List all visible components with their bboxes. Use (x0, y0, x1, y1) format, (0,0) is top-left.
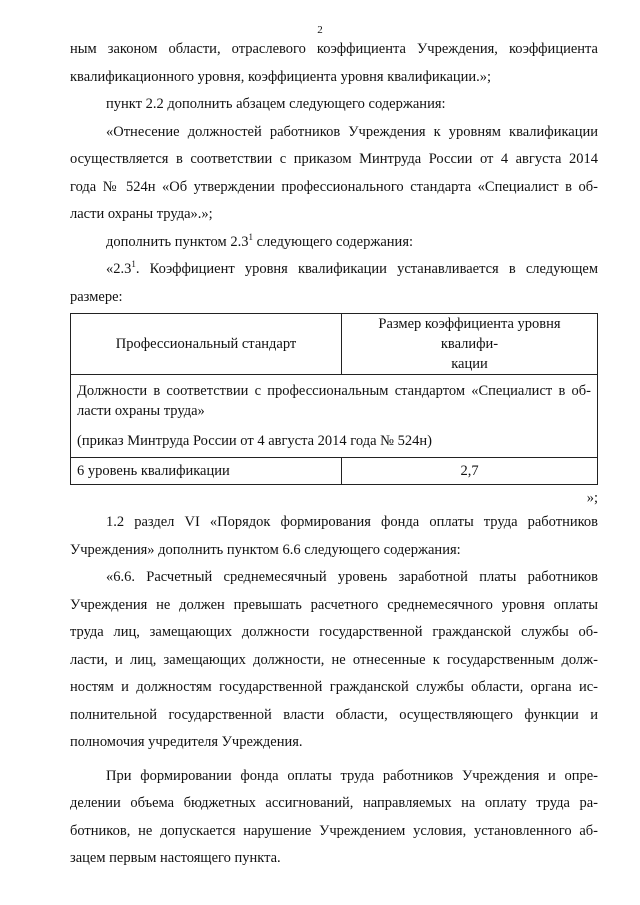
paragraph-7 (70, 564, 598, 757)
text-fragment: . Коэффициент уровня квалификации устанавливается в следующем (135, 261, 598, 277)
table-row (71, 375, 598, 458)
text-line: делении объема бюджетных ассигнований, направляемых на оплату труда ра- (70, 795, 598, 811)
table-header-cell (71, 314, 342, 375)
paragraph-2 (70, 91, 598, 119)
text-fragment: дополнить пунктом 2.3 (106, 233, 249, 250)
paragraph-6 (70, 509, 598, 564)
coefficient-value: 2,7 (460, 463, 479, 479)
group-title-cont: ласти охраны труда» (77, 403, 205, 419)
paragraph-3 (70, 119, 598, 229)
closing-quote: »; (586, 490, 598, 506)
text-line: полнительной государственной власти области, осуществляющего функции и (70, 706, 598, 723)
table-row (71, 458, 598, 485)
table-cell (71, 458, 342, 485)
paragraph-8 (70, 763, 598, 873)
text-line: полномочия учредителя Учреждения. (70, 734, 303, 750)
text-line: Учреждения не должен превышать расчетного среднемесячного уровня оплаты (70, 596, 598, 613)
table-cell (342, 458, 598, 485)
text-line: ботников, не допускается нарушение Учреждением условия, установленного аб- (70, 822, 598, 839)
qualification-table (70, 313, 598, 485)
text-line: труда лиц, замещающих должности государственной гражданской службы об- (70, 624, 598, 640)
text-line: ласти, и лиц, замещающих должности, не отнесенные к государственным долж- (70, 651, 598, 668)
superscript: 1 (248, 231, 253, 242)
text-line: квалификационного уровня, коэффициента уровня квалификации.»; (70, 68, 492, 85)
qualification-level: 6 уровень квалификации (77, 463, 230, 479)
table-header-cell (342, 314, 598, 375)
header-standard: Профессиональный стандарт (115, 336, 297, 352)
text-line: зацем первым настоящего пункта. (70, 850, 281, 866)
text-line: При формировании фонда оплаты труда работников Учреждения и опре- (106, 767, 598, 784)
table-group-cell (71, 375, 598, 458)
text-line (70, 229, 598, 257)
text-line: ным законом области, отраслевого коэффициента Учреждения, коэффициента (70, 41, 598, 57)
header-coefficient-cont: кации (451, 356, 488, 372)
text-line: «Отнесение должностей работников Учреждения к уровням квалификации (106, 123, 598, 140)
text-line: «6.6. Расчетный среднемесячный уровень заработной платы работников (106, 569, 598, 585)
group-title: Должности в соответствии с профессиональным стандартом «Специалист в об- (77, 383, 591, 399)
group-order: (приказ Минтруда России от 4 августа 2014 года № 524н) (77, 433, 432, 449)
header-coefficient: Размер коэффициента уровня квалифи- (378, 316, 561, 352)
paragraph-4 (70, 229, 598, 257)
text-fragment: «2.3 (106, 261, 132, 277)
text-line: ностям и должностям государственной гражданской службы области, органа ис- (70, 679, 598, 695)
text-line: размере: (70, 288, 123, 305)
paragraph-1 (70, 36, 598, 91)
text-line: года № 524н «Об утверждении профессионального стандарта «Специалист в об- (70, 178, 598, 195)
text-line (70, 256, 598, 284)
text-line: 1.2 раздел VI «Порядок формирования фонда оплаты труда работников (106, 514, 598, 530)
superscript: 1 (131, 259, 136, 269)
document-body (70, 36, 598, 873)
page-number: 2 (317, 24, 323, 36)
text-line: пункт 2.2 дополнить абзацем следующего содержания: (106, 96, 446, 112)
text-line: Учреждения» дополнить пунктом 6.6 следующего содержания: (70, 541, 461, 558)
paragraph-5 (70, 256, 598, 311)
text-line: ласти охраны труда».»; (70, 206, 213, 222)
table-header-row (71, 314, 598, 375)
text-fragment: следующего содержания: (252, 233, 414, 250)
text-line: осуществляется в соответствии с приказом Минтруда России от 4 августа 2014 (70, 151, 598, 167)
